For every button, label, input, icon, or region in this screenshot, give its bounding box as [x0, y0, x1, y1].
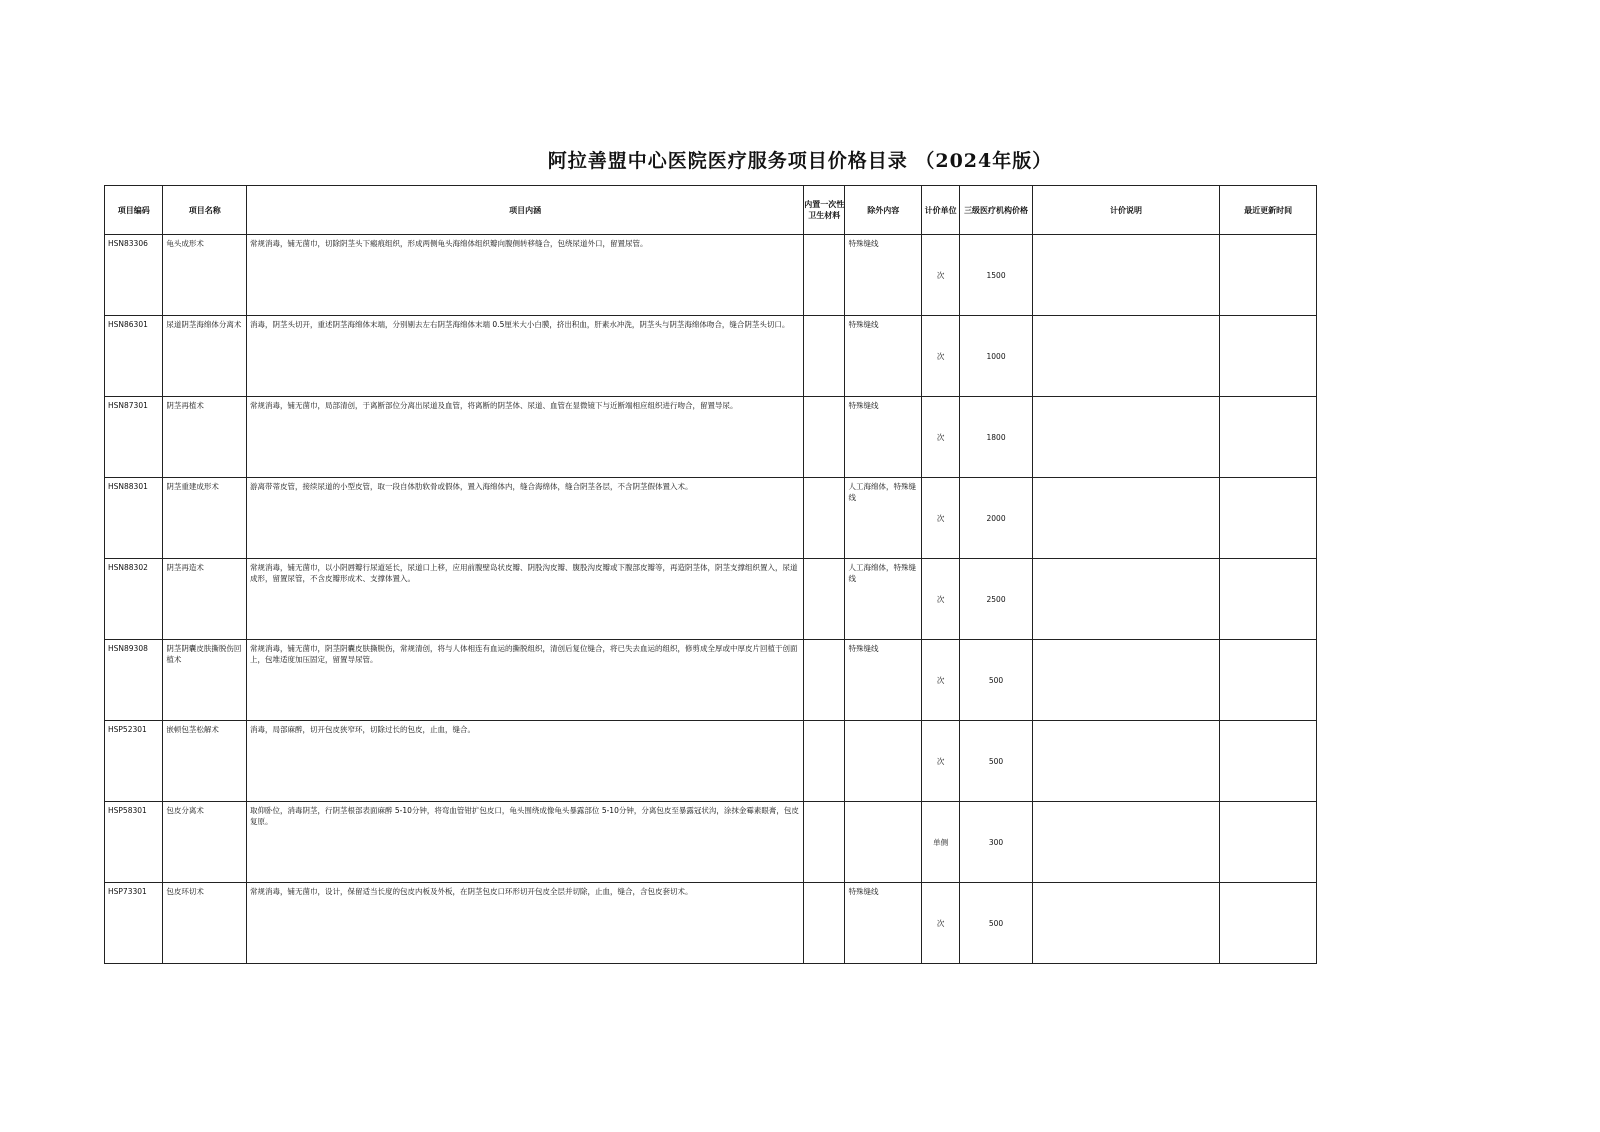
cell-code: HSP73301: [105, 883, 163, 964]
cell-price: 300: [960, 802, 1033, 883]
cell-excluded: 特殊缝线: [845, 316, 922, 397]
cell-name: 嵌顿包茎松解术: [163, 721, 247, 802]
cell-price: 1000: [960, 316, 1033, 397]
header-code: 项目编码: [105, 186, 163, 235]
table-row: [105, 397, 1317, 478]
table-row: [105, 802, 1317, 883]
cell-unit: 次: [922, 397, 960, 478]
cell-note: [1032, 559, 1219, 640]
cell-price: 1500: [960, 235, 1033, 316]
cell-note: [1032, 235, 1219, 316]
cell-content: 常规消毒，铺无菌巾，阴茎阴囊皮肤撕脱伤，常规清创，将与人体相连有血运的撕脱组织，清创后复位缝合，将已失去血运的组织，修剪成全厚或中厚皮片回植于创面上，包堆适度加压固定，留置导尿管。: [247, 640, 804, 721]
cell-code: HSN83306: [105, 235, 163, 316]
header-content: 项目内涵: [247, 186, 804, 235]
cell-content: 常规消毒，铺无菌巾，设计，保留适当长度的包皮内板及外板，在阴茎包皮口环形切开包皮全层并切除，止血，缝合，含包皮套切术。: [247, 883, 804, 964]
cell-disposable: [804, 559, 845, 640]
table-row: [105, 640, 1317, 721]
cell-name: 阴茎再造术: [163, 559, 247, 640]
cell-updated: [1220, 559, 1317, 640]
cell-updated: [1220, 640, 1317, 721]
cell-unit: 次: [922, 235, 960, 316]
cell-price: 2000: [960, 478, 1033, 559]
cell-name: 包皮分离术: [163, 802, 247, 883]
cell-excluded: 特殊缝线: [845, 883, 922, 964]
cell-updated: [1220, 235, 1317, 316]
table-header-row: [105, 186, 1317, 235]
cell-name: 尿道阴茎海绵体分离术: [163, 316, 247, 397]
cell-updated: [1220, 397, 1317, 478]
document-title: 阿拉善盟中心医院医疗服务项目价格目录 （2024年版）: [547, 150, 1053, 172]
cell-unit: 次: [922, 721, 960, 802]
cell-disposable: [804, 397, 845, 478]
cell-note: [1032, 397, 1219, 478]
cell-name: 阴茎再植术: [163, 397, 247, 478]
cell-content: 取仰卧位，消毒阴茎，行阴茎根部表面麻醉 5-10分钟，将弯血管钳扩包皮口，龟头围绕成像龟头暴露部位 5-10分钟，分离包皮至暴露冠状沟，涂抹金霉素眼膏，包皮复原。: [247, 802, 804, 883]
cell-note: [1032, 721, 1219, 802]
cell-unit: 次: [922, 640, 960, 721]
cell-note: [1032, 316, 1219, 397]
cell-content: 消毒，阴茎头切开，重述阴茎海绵体末端，分别剔去左右阴茎海绵体末端 0.5厘米大小白膜，挤出积血，肝素水冲洗，阴茎头与阴茎海绵体吻合，缝合阴茎头切口。: [247, 316, 804, 397]
cell-disposable: [804, 802, 845, 883]
cell-disposable: [804, 235, 845, 316]
cell-content: 游离带蒂皮管，接续尿道的小型皮管，取一段自体肋软骨或假体，置入海绵体内，缝合海绵体，缝合阴茎各层，不含阴茎假体置入术。: [247, 478, 804, 559]
header-price: 三级医疗机构价格: [960, 186, 1033, 235]
cell-name: 包皮环切术: [163, 883, 247, 964]
cell-unit: 次: [922, 316, 960, 397]
header-unit: 计价单位: [922, 186, 960, 235]
cell-excluded: 人工海绵体，特殊缝线: [845, 559, 922, 640]
cell-note: [1032, 883, 1219, 964]
cell-price: 500: [960, 883, 1033, 964]
cell-excluded: 特殊缝线: [845, 235, 922, 316]
cell-unit: 单侧: [922, 802, 960, 883]
table-row: [105, 721, 1317, 802]
table-row: [105, 559, 1317, 640]
cell-code: HSP58301: [105, 802, 163, 883]
table-row: [105, 478, 1317, 559]
cell-disposable: [804, 721, 845, 802]
cell-updated: [1220, 802, 1317, 883]
cell-name: 龟头成形术: [163, 235, 247, 316]
cell-disposable: [804, 316, 845, 397]
cell-note: [1032, 802, 1219, 883]
cell-content: 常规消毒，铺无菌巾，局部清创，于离断部位分离出尿道及血管，将离断的阴茎体、尿道、血管在显微镜下与近断端相应组织进行吻合，留置导尿。: [247, 397, 804, 478]
cell-updated: [1220, 478, 1317, 559]
cell-updated: [1220, 316, 1317, 397]
cell-price: 1800: [960, 397, 1033, 478]
price-table: [104, 185, 1317, 964]
cell-price: 2500: [960, 559, 1033, 640]
cell-excluded: 人工海绵体，特殊缝线: [845, 478, 922, 559]
table-row: [105, 235, 1317, 316]
header-name: 项目名称: [163, 186, 247, 235]
cell-note: [1032, 478, 1219, 559]
cell-code: HSN88301: [105, 478, 163, 559]
header-note: 计价说明: [1032, 186, 1219, 235]
cell-updated: [1220, 883, 1317, 964]
cell-content: 消毒，局部麻醉，切开包皮狭窄环，切除过长的包皮，止血，缝合。: [247, 721, 804, 802]
table-row: [105, 316, 1317, 397]
cell-code: HSN89308: [105, 640, 163, 721]
cell-disposable: [804, 640, 845, 721]
header-updated: 最近更新时间: [1220, 186, 1317, 235]
cell-code: HSN86301: [105, 316, 163, 397]
cell-code: HSN88302: [105, 559, 163, 640]
cell-excluded: 特殊缝线: [845, 640, 922, 721]
cell-unit: 次: [922, 559, 960, 640]
cell-excluded: [845, 802, 922, 883]
header-excluded: 除外内容: [845, 186, 922, 235]
cell-unit: 次: [922, 478, 960, 559]
cell-name: 阴茎阴囊皮肤撕脱伤回植术: [163, 640, 247, 721]
cell-content: 常规消毒，铺无菌巾，切除阴茎头下瘢痕组织，形成两侧龟头海绵体组织瓣向腹侧转移缝合，包绕尿道外口，留置尿管。: [247, 235, 804, 316]
cell-updated: [1220, 721, 1317, 802]
cell-code: HSN87301: [105, 397, 163, 478]
cell-disposable: [804, 883, 845, 964]
cell-name: 阴茎重建成形术: [163, 478, 247, 559]
cell-code: HSP52301: [105, 721, 163, 802]
cell-excluded: [845, 721, 922, 802]
cell-note: [1032, 640, 1219, 721]
header-disposable: 内置一次性卫生材料: [804, 186, 845, 235]
cell-excluded: 特殊缝线: [845, 397, 922, 478]
cell-disposable: [804, 478, 845, 559]
cell-price: 500: [960, 721, 1033, 802]
table-row: [105, 883, 1317, 964]
cell-content: 常规消毒，铺无菌巾，以小阴唇瓣行尿道延长，尿道口上移，应用前腹壁岛状皮瓣、阴股沟皮瓣、腹股沟皮瓣或下腹部皮瓣等，再造阴茎体，阴茎支撑组织置入，尿道成形，留置尿管，不含皮瓣形成术、支撑体置入。: [247, 559, 804, 640]
cell-price: 500: [960, 640, 1033, 721]
cell-unit: 次: [922, 883, 960, 964]
